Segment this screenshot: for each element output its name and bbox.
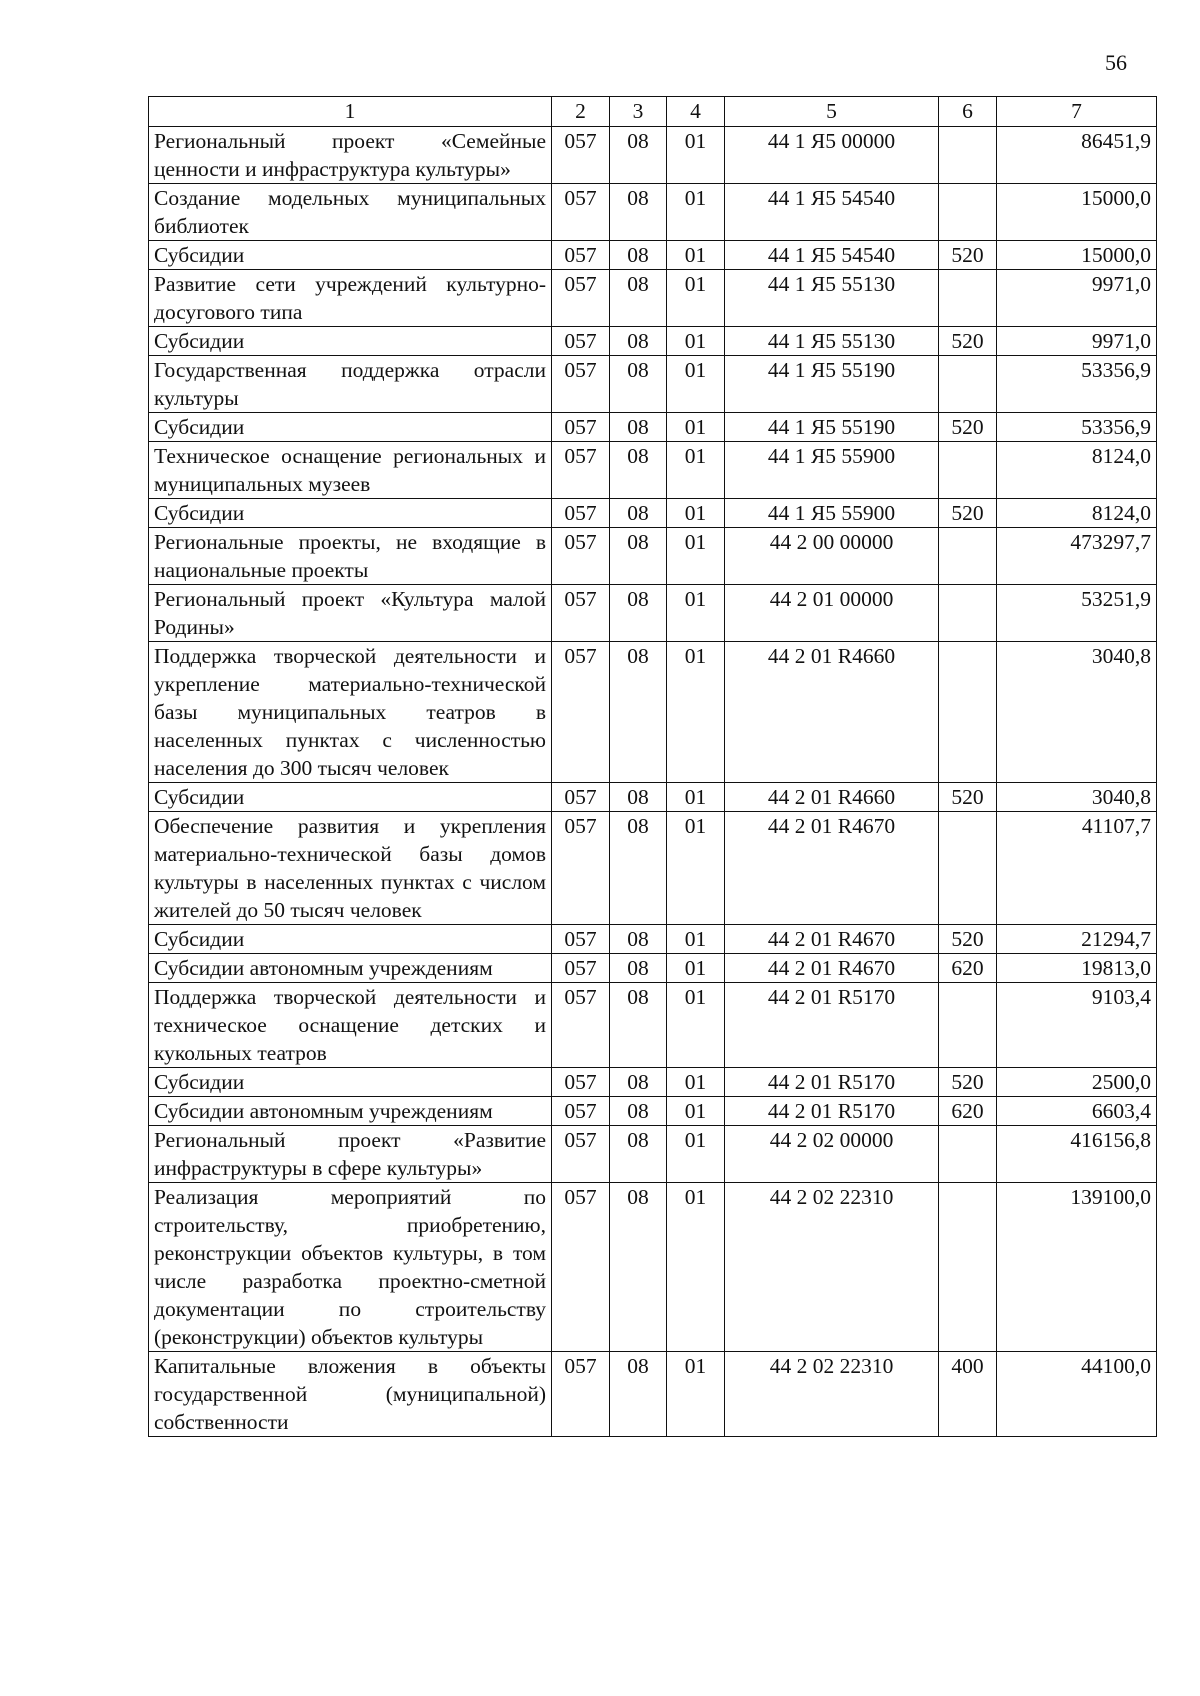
header-col-7: 7 — [997, 97, 1157, 127]
row-col-6 — [939, 356, 997, 413]
row-name: Субсидии — [149, 1068, 552, 1097]
table-row — [149, 413, 1157, 442]
row-col-4: 01 — [667, 413, 725, 442]
row-col-7: 416156,8 — [997, 1126, 1157, 1183]
row-col-4: 01 — [667, 1126, 725, 1183]
table-row — [149, 783, 1157, 812]
row-col-4: 01 — [667, 954, 725, 983]
row-col-2: 057 — [552, 528, 610, 585]
row-col-3: 08 — [610, 954, 667, 983]
row-col-3: 08 — [610, 983, 667, 1068]
row-col-2: 057 — [552, 499, 610, 528]
row-col-6: 520 — [939, 413, 997, 442]
row-col-5: 44 1 Я5 55190 — [725, 413, 939, 442]
row-col-2: 057 — [552, 241, 610, 270]
row-col-4: 01 — [667, 356, 725, 413]
row-col-5: 44 2 02 22310 — [725, 1352, 939, 1437]
row-col-5: 44 1 Я5 55130 — [725, 327, 939, 356]
row-name: Субсидии — [149, 327, 552, 356]
row-name: Поддержка творческой деятельности и техническое оснащение детских и кукольных театров — [149, 983, 552, 1068]
row-col-7: 8124,0 — [997, 442, 1157, 499]
row-name: Реализация мероприятий по строительству, приобретению, реконструкции объектов культуры, в том числе разработка проектно-сметной документации по строительству (реконструкции) объектов культуры — [149, 1183, 552, 1352]
row-col-6: 520 — [939, 925, 997, 954]
row-col-3: 08 — [610, 127, 667, 184]
row-name: Региональные проекты, не входящие в национальные проекты — [149, 528, 552, 585]
table-row — [149, 241, 1157, 270]
row-col-5: 44 2 01 00000 — [725, 585, 939, 642]
row-col-4: 01 — [667, 983, 725, 1068]
row-name: Техническое оснащение региональных и муниципальных музеев — [149, 442, 552, 499]
row-col-5: 44 2 01 R5170 — [725, 1097, 939, 1126]
row-col-4: 01 — [667, 783, 725, 812]
row-col-7: 2500,0 — [997, 1068, 1157, 1097]
row-col-4: 01 — [667, 642, 725, 783]
row-name: Капитальные вложения в объекты государственной (муниципальной) собственности — [149, 1352, 552, 1437]
row-col-6 — [939, 812, 997, 925]
table-row — [149, 1183, 1157, 1352]
row-col-2: 057 — [552, 1097, 610, 1126]
row-col-6 — [939, 184, 997, 241]
row-col-4: 01 — [667, 1352, 725, 1437]
table-row — [149, 1126, 1157, 1183]
row-col-7: 44100,0 — [997, 1352, 1157, 1437]
row-col-2: 057 — [552, 954, 610, 983]
row-col-7: 19813,0 — [997, 954, 1157, 983]
row-col-4: 01 — [667, 184, 725, 241]
row-col-7: 3040,8 — [997, 783, 1157, 812]
row-name: Создание модельных муниципальных библиотек — [149, 184, 552, 241]
header-col-1: 1 — [149, 97, 552, 127]
row-col-3: 08 — [610, 783, 667, 812]
header-row — [149, 97, 1157, 127]
row-name: Региональный проект «Развитие инфраструктуры в сфере культуры» — [149, 1126, 552, 1183]
row-col-6 — [939, 1126, 997, 1183]
row-col-6: 520 — [939, 1068, 997, 1097]
row-col-3: 08 — [610, 241, 667, 270]
row-col-2: 057 — [552, 1352, 610, 1437]
table-row — [149, 327, 1157, 356]
row-name: Обеспечение развития и укрепления материально-технической базы домов культуры в населенных пунктах с числом жителей до 50 тысяч человек — [149, 812, 552, 925]
row-col-3: 08 — [610, 1068, 667, 1097]
row-col-7: 53356,9 — [997, 356, 1157, 413]
row-col-5: 44 2 01 R5170 — [725, 1068, 939, 1097]
row-col-5: 44 1 Я5 54540 — [725, 241, 939, 270]
table-row — [149, 528, 1157, 585]
row-name: Субсидии — [149, 783, 552, 812]
row-col-3: 08 — [610, 184, 667, 241]
row-col-7: 6603,4 — [997, 1097, 1157, 1126]
row-col-3: 08 — [610, 585, 667, 642]
row-col-7: 9971,0 — [997, 327, 1157, 356]
row-col-6: 400 — [939, 1352, 997, 1437]
row-col-4: 01 — [667, 241, 725, 270]
row-name: Субсидии автономным учреждениям — [149, 954, 552, 983]
row-col-5: 44 2 02 00000 — [725, 1126, 939, 1183]
row-name: Субсидии автономным учреждениям — [149, 1097, 552, 1126]
row-col-3: 08 — [610, 270, 667, 327]
row-col-2: 057 — [552, 356, 610, 413]
row-col-6: 520 — [939, 499, 997, 528]
row-col-2: 057 — [552, 642, 610, 783]
row-col-5: 44 1 Я5 54540 — [725, 184, 939, 241]
row-col-7: 15000,0 — [997, 184, 1157, 241]
row-col-5: 44 2 01 R4670 — [725, 925, 939, 954]
row-col-7: 8124,0 — [997, 499, 1157, 528]
row-col-5: 44 1 Я5 55900 — [725, 442, 939, 499]
row-name: Региональный проект «Семейные ценности и инфраструктура культуры» — [149, 127, 552, 184]
row-col-5: 44 2 01 R4670 — [725, 954, 939, 983]
row-col-4: 01 — [667, 925, 725, 954]
row-col-7: 473297,7 — [997, 528, 1157, 585]
row-col-3: 08 — [610, 642, 667, 783]
row-col-3: 08 — [610, 327, 667, 356]
row-name: Государственная поддержка отрасли культуры — [149, 356, 552, 413]
row-col-4: 01 — [667, 442, 725, 499]
row-col-4: 01 — [667, 1097, 725, 1126]
row-col-2: 057 — [552, 413, 610, 442]
header-col-5: 5 — [725, 97, 939, 127]
header-col-6: 6 — [939, 97, 997, 127]
row-col-2: 057 — [552, 270, 610, 327]
row-col-6: 520 — [939, 241, 997, 270]
page-number: 56 — [1105, 50, 1127, 75]
row-col-3: 08 — [610, 356, 667, 413]
table-row — [149, 954, 1157, 983]
header-col-3: 3 — [610, 97, 667, 127]
row-col-4: 01 — [667, 1183, 725, 1352]
row-col-5: 44 1 Я5 55190 — [725, 356, 939, 413]
row-col-3: 08 — [610, 413, 667, 442]
row-col-2: 057 — [552, 783, 610, 812]
row-col-2: 057 — [552, 585, 610, 642]
row-name: Поддержка творческой деятельности и укрепление материально-технической базы муниципальных театров в населенных пунктах с численностью населения до 300 тысяч человек — [149, 642, 552, 783]
row-col-6 — [939, 1183, 997, 1352]
row-col-2: 057 — [552, 1126, 610, 1183]
row-col-5: 44 1 Я5 55130 — [725, 270, 939, 327]
row-col-7: 41107,7 — [997, 812, 1157, 925]
header-col-2: 2 — [552, 97, 610, 127]
header-col-4: 4 — [667, 97, 725, 127]
row-name: Субсидии — [149, 925, 552, 954]
row-name: Региональный проект «Культура малой Родины» — [149, 585, 552, 642]
table-row — [149, 812, 1157, 925]
row-col-7: 21294,7 — [997, 925, 1157, 954]
row-col-3: 08 — [610, 442, 667, 499]
row-col-6: 620 — [939, 954, 997, 983]
row-col-6 — [939, 983, 997, 1068]
row-col-7: 53251,9 — [997, 585, 1157, 642]
row-col-2: 057 — [552, 1183, 610, 1352]
row-col-3: 08 — [610, 925, 667, 954]
row-col-3: 08 — [610, 1352, 667, 1437]
row-col-6 — [939, 528, 997, 585]
row-col-6 — [939, 127, 997, 184]
row-name: Субсидии — [149, 413, 552, 442]
row-name: Развитие сети учреждений культурно-досугового типа — [149, 270, 552, 327]
row-col-4: 01 — [667, 812, 725, 925]
table-row — [149, 270, 1157, 327]
row-col-3: 08 — [610, 528, 667, 585]
table-body — [149, 127, 1157, 1437]
table-row — [149, 585, 1157, 642]
row-col-7: 53356,9 — [997, 413, 1157, 442]
row-name: Субсидии — [149, 499, 552, 528]
row-col-6 — [939, 270, 997, 327]
row-col-4: 01 — [667, 327, 725, 356]
row-col-6 — [939, 585, 997, 642]
row-col-7: 139100,0 — [997, 1183, 1157, 1352]
table-row — [149, 1068, 1157, 1097]
row-col-6: 520 — [939, 327, 997, 356]
row-col-7: 9971,0 — [997, 270, 1157, 327]
row-col-2: 057 — [552, 1068, 610, 1097]
row-col-4: 01 — [667, 270, 725, 327]
row-col-5: 44 2 01 R4660 — [725, 783, 939, 812]
row-col-3: 08 — [610, 499, 667, 528]
table-row — [149, 983, 1157, 1068]
row-col-5: 44 2 01 R4660 — [725, 642, 939, 783]
row-col-4: 01 — [667, 499, 725, 528]
row-col-2: 057 — [552, 327, 610, 356]
row-col-7: 86451,9 — [997, 127, 1157, 184]
row-col-2: 057 — [552, 184, 610, 241]
row-col-3: 08 — [610, 1183, 667, 1352]
row-col-7: 9103,4 — [997, 983, 1157, 1068]
row-col-4: 01 — [667, 585, 725, 642]
table-row — [149, 925, 1157, 954]
table-header — [149, 97, 1157, 127]
table-row — [149, 1352, 1157, 1437]
row-col-2: 057 — [552, 983, 610, 1068]
table-row — [149, 642, 1157, 783]
row-col-6: 620 — [939, 1097, 997, 1126]
row-col-5: 44 2 02 22310 — [725, 1183, 939, 1352]
table-row — [149, 442, 1157, 499]
row-col-3: 08 — [610, 1126, 667, 1183]
row-col-2: 057 — [552, 127, 610, 184]
row-col-2: 057 — [552, 925, 610, 954]
table-row — [149, 184, 1157, 241]
row-name: Субсидии — [149, 241, 552, 270]
row-col-7: 3040,8 — [997, 642, 1157, 783]
row-col-5: 44 2 01 R5170 — [725, 983, 939, 1068]
row-col-5: 44 2 00 00000 — [725, 528, 939, 585]
row-col-3: 08 — [610, 1097, 667, 1126]
row-col-4: 01 — [667, 1068, 725, 1097]
row-col-6: 520 — [939, 783, 997, 812]
table-row — [149, 356, 1157, 413]
row-col-5: 44 1 Я5 00000 — [725, 127, 939, 184]
row-col-5: 44 2 01 R4670 — [725, 812, 939, 925]
row-col-7: 15000,0 — [997, 241, 1157, 270]
row-col-6 — [939, 642, 997, 783]
row-col-3: 08 — [610, 812, 667, 925]
table-row — [149, 1097, 1157, 1126]
budget-table — [148, 96, 1157, 1437]
row-col-6 — [939, 442, 997, 499]
table-row — [149, 499, 1157, 528]
row-col-2: 057 — [552, 812, 610, 925]
row-col-4: 01 — [667, 528, 725, 585]
table-row — [149, 127, 1157, 184]
row-col-2: 057 — [552, 442, 610, 499]
row-col-5: 44 1 Я5 55900 — [725, 499, 939, 528]
row-col-4: 01 — [667, 127, 725, 184]
